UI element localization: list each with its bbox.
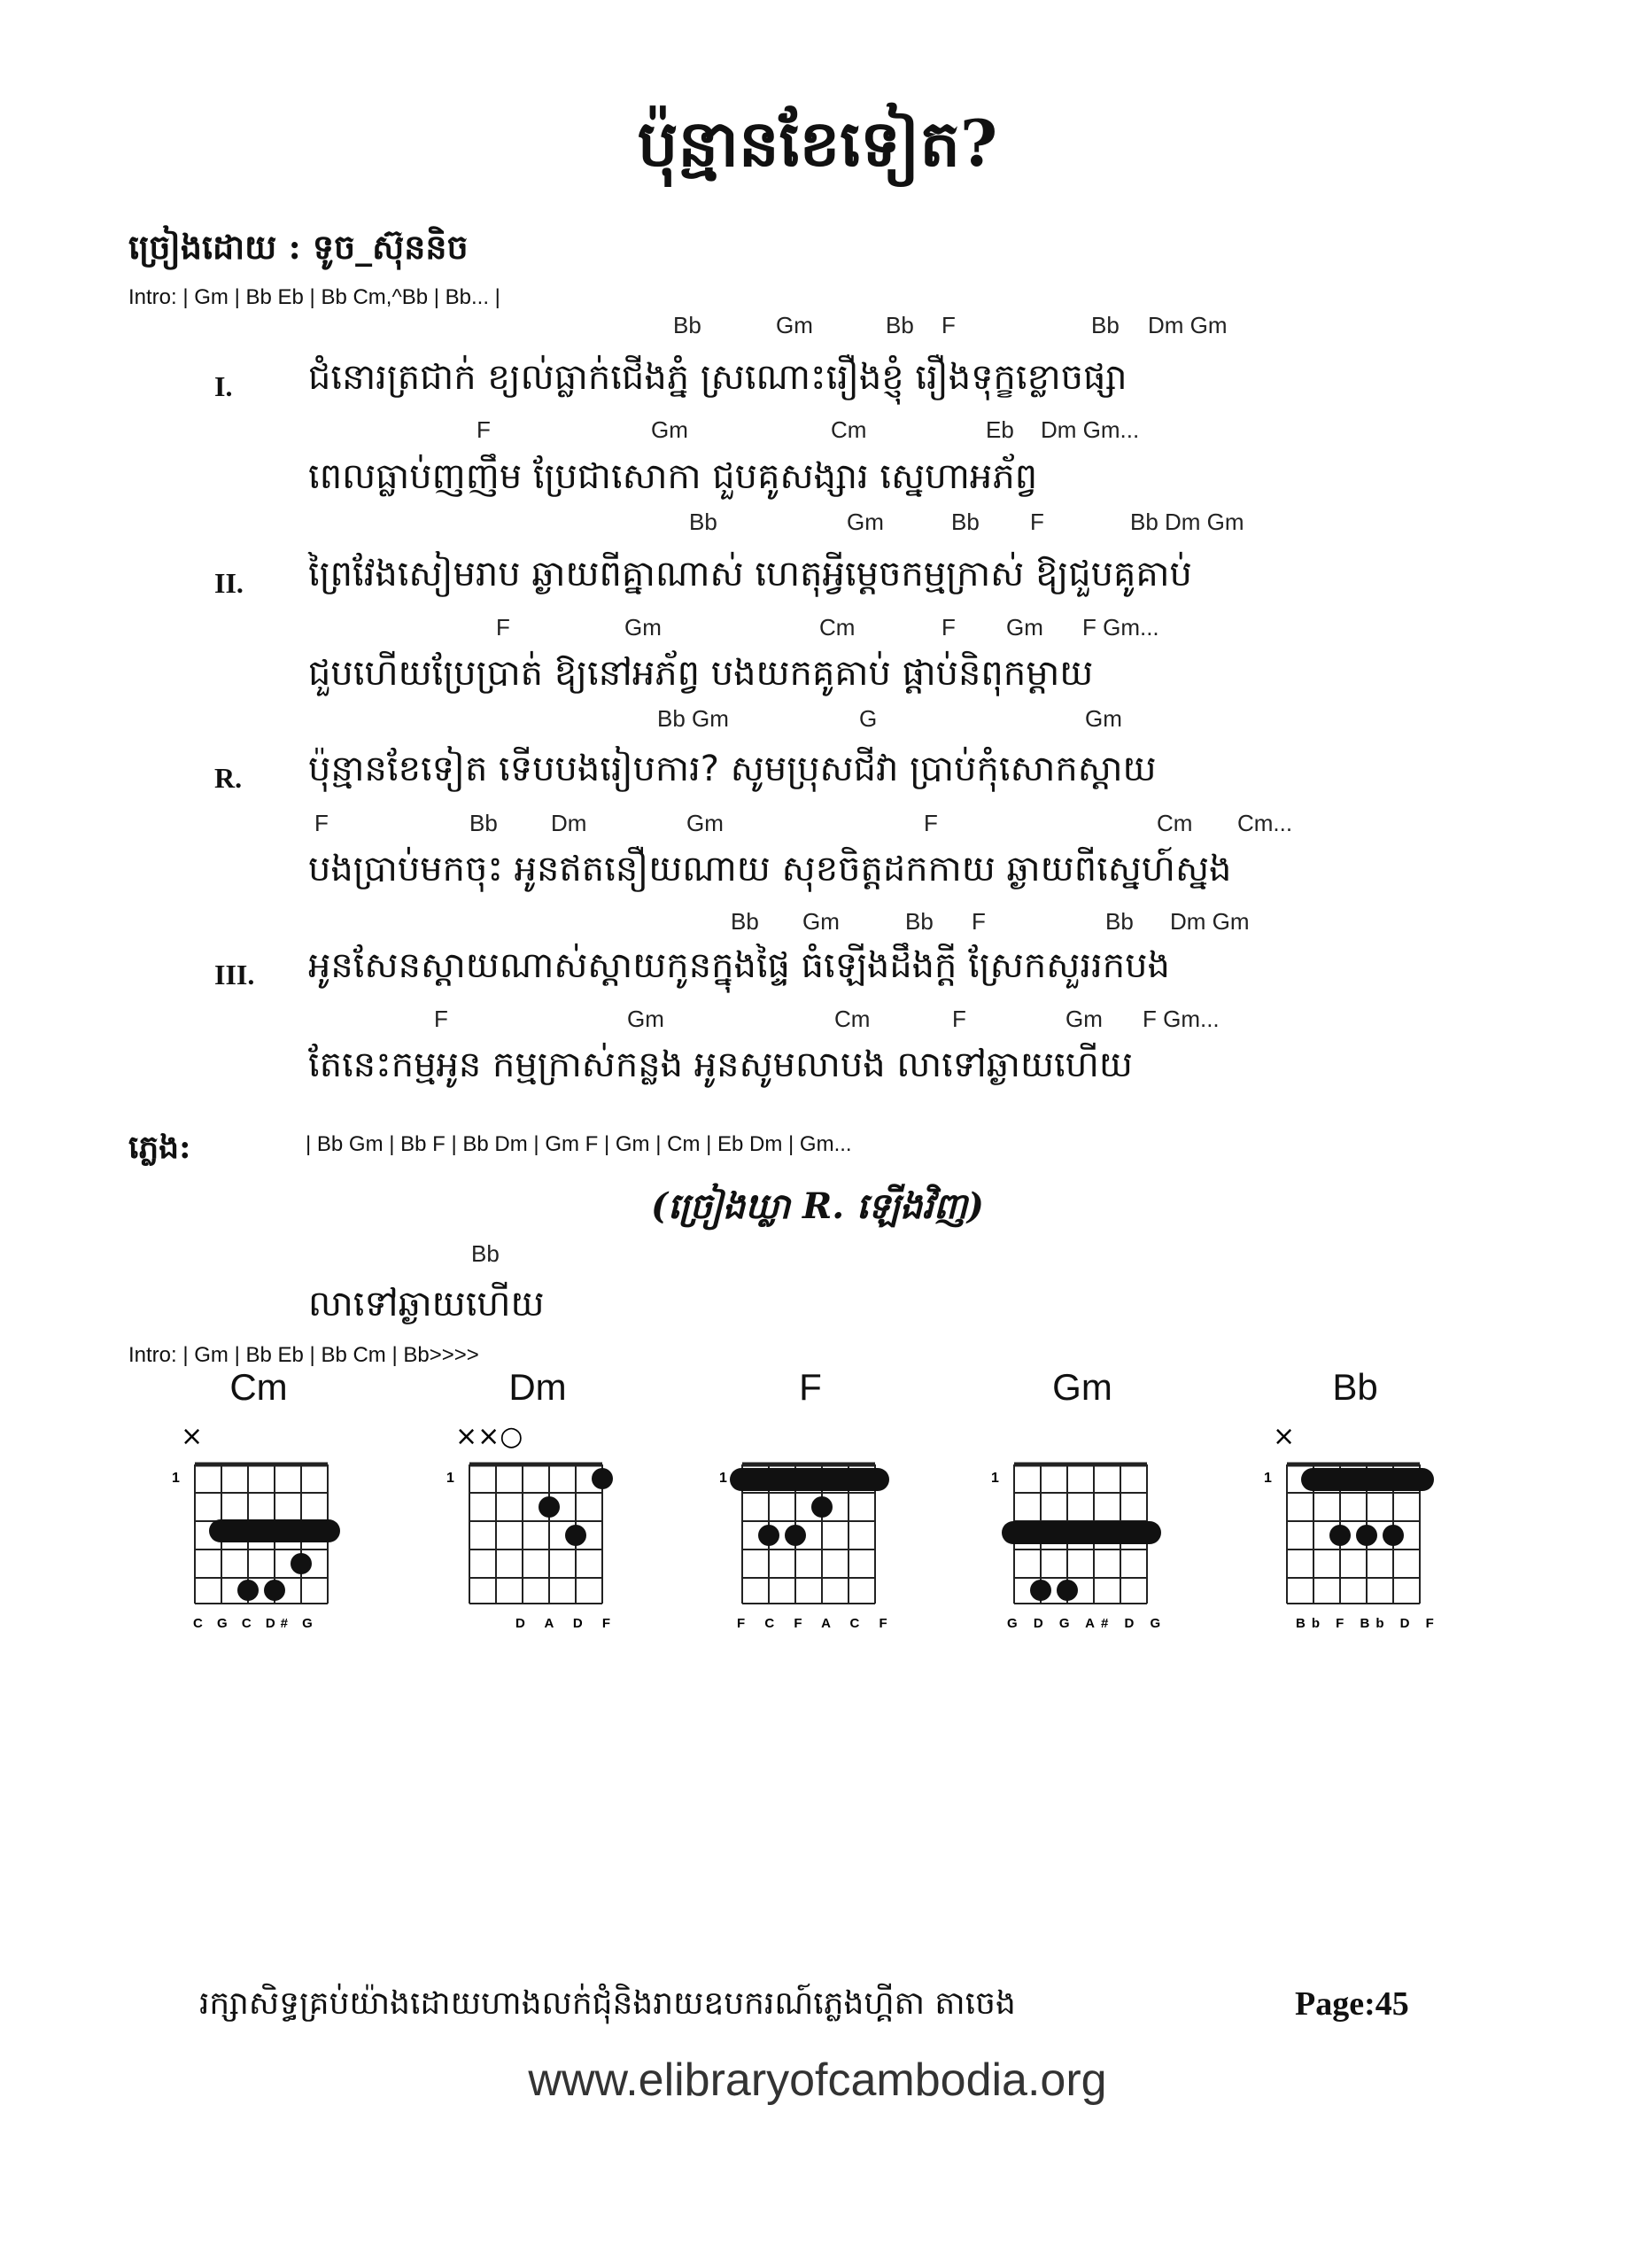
string-notes: C G C D# G (193, 1616, 318, 1631)
chord: Bb (689, 509, 717, 535)
chord-name: Dm (508, 1366, 567, 1408)
string-notes: F C F A C F (737, 1616, 895, 1631)
chord-diagram-dm (443, 1422, 638, 1635)
chord: Bb (1105, 908, 1134, 935)
chord: Bb (886, 312, 914, 338)
lyric-line: ជួបហើយប្រែប្រាត់ ឱ្យនៅអភ័ព្វ បងយកគូគាប់ ផ្ដាប់និពុកម្ដាយ (308, 653, 1094, 694)
chord: Gm (624, 614, 662, 641)
chord: F (952, 1006, 966, 1032)
chord: F (941, 312, 956, 338)
chord: F Gm... (1082, 614, 1159, 641)
lyric-line: ពេលធ្លាប់ញញឹម ប្រែជាសោកា ជួបគូសង្សារ ស្នេហាអភ័ព្វ (308, 456, 1038, 497)
chord: Bb (905, 908, 934, 935)
verse-label: III. (214, 959, 255, 990)
chord: G (859, 705, 878, 732)
lyric-line: អូនសែនស្ដាយណាស់ស្ដាយកូនក្នុងផ្ទៃ ធំឡើងដឹងក្ដី ស្រែកសួររកបង (308, 945, 1170, 986)
chord-diagram-gm (988, 1422, 1182, 1635)
chord: Bb Gm (657, 705, 729, 732)
website-url[interactable]: www.elibraryofcambodia.org (528, 2054, 1107, 2106)
chord: F (924, 810, 938, 836)
chord: Gm (1085, 705, 1122, 732)
lyric-line: ប៉ុន្មានខែទៀត ទើបបងរៀបការ? សូមប្រុសជីវា ប្រាប់កុំសោកស្ដាយ (308, 749, 1157, 789)
chord: F (314, 810, 329, 836)
verse-label: II. (214, 567, 244, 599)
intro-top: Intro: | Gm | Bb Eb | Bb Cm,^Bb | Bb... | (128, 285, 500, 309)
chord: F Gm... (1143, 1006, 1220, 1032)
chord: F (1030, 509, 1044, 535)
chord: F (496, 614, 510, 641)
string-notes: Bb F Bb D F (1296, 1616, 1440, 1631)
chord-diagram-cm (168, 1422, 363, 1635)
verse-label: R. (214, 762, 243, 794)
fret-number: 1 (991, 1471, 999, 1486)
chord: F (941, 614, 956, 641)
chord: Gm (1065, 1006, 1103, 1032)
fret-number: 1 (719, 1471, 727, 1486)
chord: Bb (951, 509, 980, 535)
chord: Gm (802, 908, 840, 935)
chord: Cm... (1237, 810, 1293, 836)
lyric-line: ព្រៃវែងសៀមរាប ឆ្ងាយពីគ្នាណាស់ ហេតុអ្វីម្ដេចកម្មក្រាស់ ឱ្យជួបគូគាប់ (308, 554, 1192, 594)
string-markers: ××○ (455, 1422, 523, 1452)
chord: F (434, 1006, 448, 1032)
chord: Dm Gm (1148, 312, 1228, 338)
string-notes: D A D F (515, 1616, 619, 1631)
string-markers: × (1273, 1422, 1296, 1452)
music-chords: | Bb Gm | Bb F | Bb Dm | Gm F | Gm | Cm | Eb Dm | Gm... (306, 1132, 852, 1156)
song-title: ប៉ុន្មានខែទៀត? (637, 105, 998, 181)
chord: Gm (627, 1006, 664, 1032)
chord: Cm (831, 416, 867, 443)
chord: Cm (819, 614, 856, 641)
page-number: Page:45 (1295, 1985, 1409, 2023)
chord: Bb (471, 1240, 500, 1267)
intro-bottom: Intro: | Gm | Bb Eb | Bb Cm | Bb>>>> (128, 1343, 479, 1367)
chord: Gm (776, 312, 813, 338)
chord-name: Cm (229, 1366, 288, 1408)
chord: Gm (1006, 614, 1043, 641)
verse-label: I. (214, 370, 233, 402)
chord: Bb (1091, 312, 1120, 338)
chord: Gm (651, 416, 688, 443)
chord-name: Gm (1052, 1366, 1112, 1408)
chord: Bb (731, 908, 759, 935)
chord-diagram-bb (1260, 1422, 1455, 1635)
chord: Gm (847, 509, 884, 535)
lyric-line: ជំនោរត្រជាក់ ខ្យល់ធ្លាក់ជើងភ្នំ ស្រណោះរឿងខ្ញុំ រឿងទុក្ខខ្លោចផ្សា (308, 357, 1127, 398)
chord: Bb Dm Gm (1130, 509, 1244, 535)
chord: Cm (834, 1006, 871, 1032)
lyric-line: លាទៅឆ្ងាយហើយ (308, 1284, 545, 1324)
chord: Dm Gm (1170, 908, 1250, 935)
fret-number: 1 (1264, 1471, 1272, 1486)
chord: Gm (686, 810, 724, 836)
chord-diagram-f (716, 1422, 910, 1635)
chord-name: Bb (1332, 1366, 1378, 1408)
lyric-line: បងប្រាប់មកចុះ អូនឥតនឿយណាយ សុខចិត្តដកកាយ ឆ្ងាយពីស្នេហ៍ស្នង (308, 849, 1232, 889)
chord: F (477, 416, 491, 443)
chord: Bb (469, 810, 498, 836)
fret-number: 1 (446, 1471, 454, 1486)
singer-credit: ច្រៀងដោយ : ទូច_ស៊ុននិច (128, 227, 469, 267)
repeat-note: (ច្រៀងឃ្លា R. ឡើងវិញ) (651, 1185, 984, 1227)
chord: Eb (986, 416, 1014, 443)
chord: Dm (551, 810, 587, 836)
chord: Bb (673, 312, 701, 338)
music-label: ភ្លេង: (128, 1129, 191, 1166)
chord: F (972, 908, 986, 935)
chord: Cm (1157, 810, 1193, 836)
chord: Dm Gm... (1041, 416, 1140, 443)
string-notes: G D G A# D G (1007, 1616, 1167, 1631)
fret-number: 1 (172, 1471, 180, 1486)
lyric-line: តែនេះកម្មអូន កម្មក្រាស់កន្លង អូនសូមលាបង លាទៅឆ្ងាយហើយ (308, 1045, 1133, 1085)
footer-copyright: រក្សាសិទ្ធគ្រប់យ៉ាងដោយហាងលក់ជុំនិងរាយឧបករណ៍ភ្លេងហ្គីតា តាចេង (199, 1985, 1016, 2022)
string-markers: × (181, 1422, 204, 1452)
chord-name: F (799, 1366, 822, 1408)
